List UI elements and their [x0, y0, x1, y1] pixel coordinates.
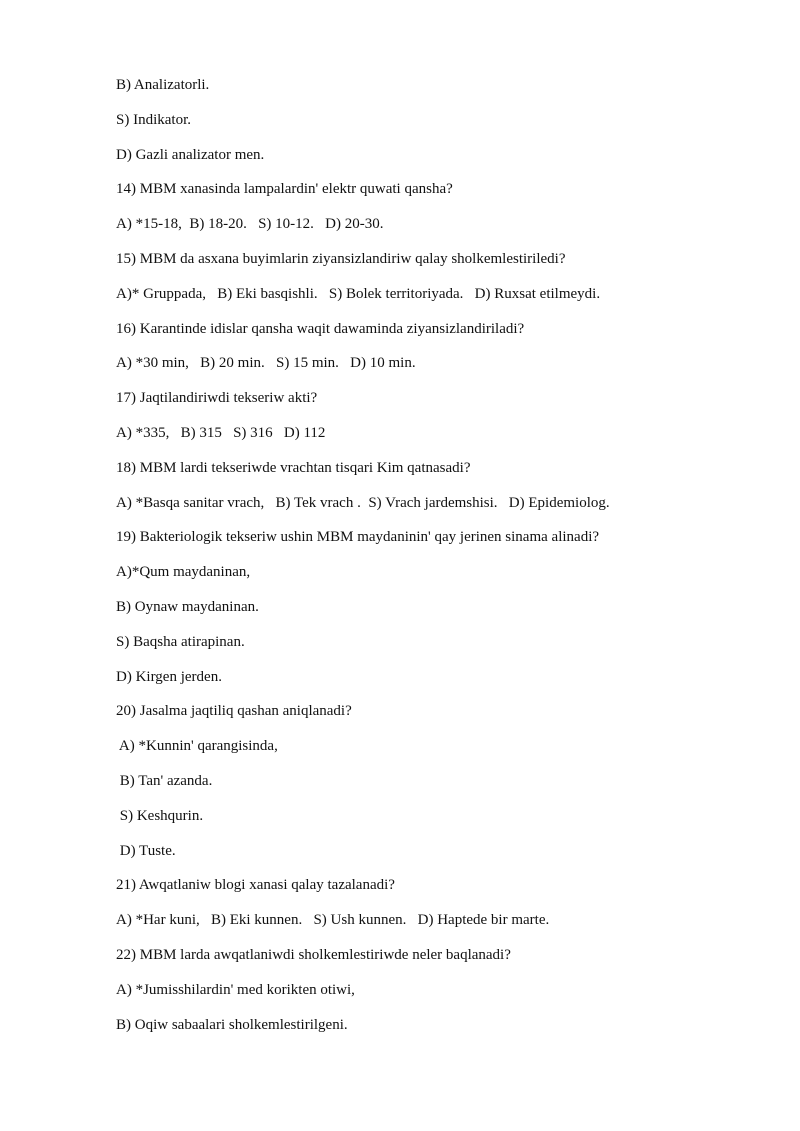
answer-line: A) *Kunnin' qarangisinda, [116, 738, 278, 755]
question-list [116, 75, 766, 1049]
question-line: 16) Karantinde idislar qansha waqit dawaminda ziyansizlandiriladi? [116, 320, 525, 337]
question-line: 19) Bakteriologik tekseriw ushin MBM maydaninin' qay jerinen sinama alinadi? [116, 529, 600, 546]
answer-line: A) *30 min, B) 20 min. S) 15 min. D) 10 min. [116, 355, 416, 372]
text-line: D) Gazli analizator men. [116, 146, 265, 163]
question-line: 18) MBM lardi tekseriwde vrachtan tisqari Kim qatnasadi? [116, 459, 471, 476]
answer-line: B) Oqiw sabaalari sholkemlestirilgeni. [116, 1016, 348, 1033]
question-line: 17) Jaqtilandiriwdi tekseriw akti? [116, 390, 318, 407]
answer-line: B) Tan' azanda. [116, 772, 213, 789]
answer-line: D) Kirgen jerden. [116, 668, 222, 685]
question-line: 21) Awqatlaniw blogi xanasi qalay tazalanadi? [116, 877, 395, 894]
text-line: B) Analizatorli. [116, 77, 210, 93]
answer-line: A)*Qum maydaninan, [116, 564, 251, 581]
answer-line: A) *Har kuni, B) Eki kunnen. S) Ush kunnen. D) Haptede bir marte. [116, 912, 550, 929]
answer-line: S) Keshqurin. [116, 807, 204, 824]
answer-line: S) Baqsha atirapinan. [116, 633, 245, 650]
answer-line: A) *Basqa sanitar vrach, B) Tek vrach . S) Vrach jardemshisi. D) Epidemiolog. [116, 494, 610, 511]
answer-line: A) *Jumisshilardin' med korikten otiwi, [116, 981, 355, 998]
text-line: S) Indikator. [116, 111, 191, 128]
answer-line: A) *15-18, B) 18-20. S) 10-12. D) 20-30. [116, 216, 384, 233]
question-line: 14) MBM xanasinda lampalardin' elektr quwati qansha? [116, 181, 453, 198]
question-line: 22) MBM larda awqatlaniwdi sholkemlestiriwde neler baqlanadi? [116, 946, 511, 963]
answer-line: D) Tuste. [116, 842, 176, 859]
question-line: 15) MBM da asxana buyimlarin ziyansizlandiriw qalay sholkemlestiriledi? [116, 250, 566, 267]
question-line: 20) Jasalma jaqtiliq qashan aniqlanadi? [116, 703, 352, 720]
answer-line: B) Oynaw maydaninan. [116, 598, 259, 615]
answer-line: A) *335, B) 315 S) 316 D) 112 [116, 424, 326, 441]
answer-line: A)* Gruppada, B) Eki basqishli. S) Bolek territoriyada. D) Ruxsat etilmeydi. [116, 285, 601, 302]
